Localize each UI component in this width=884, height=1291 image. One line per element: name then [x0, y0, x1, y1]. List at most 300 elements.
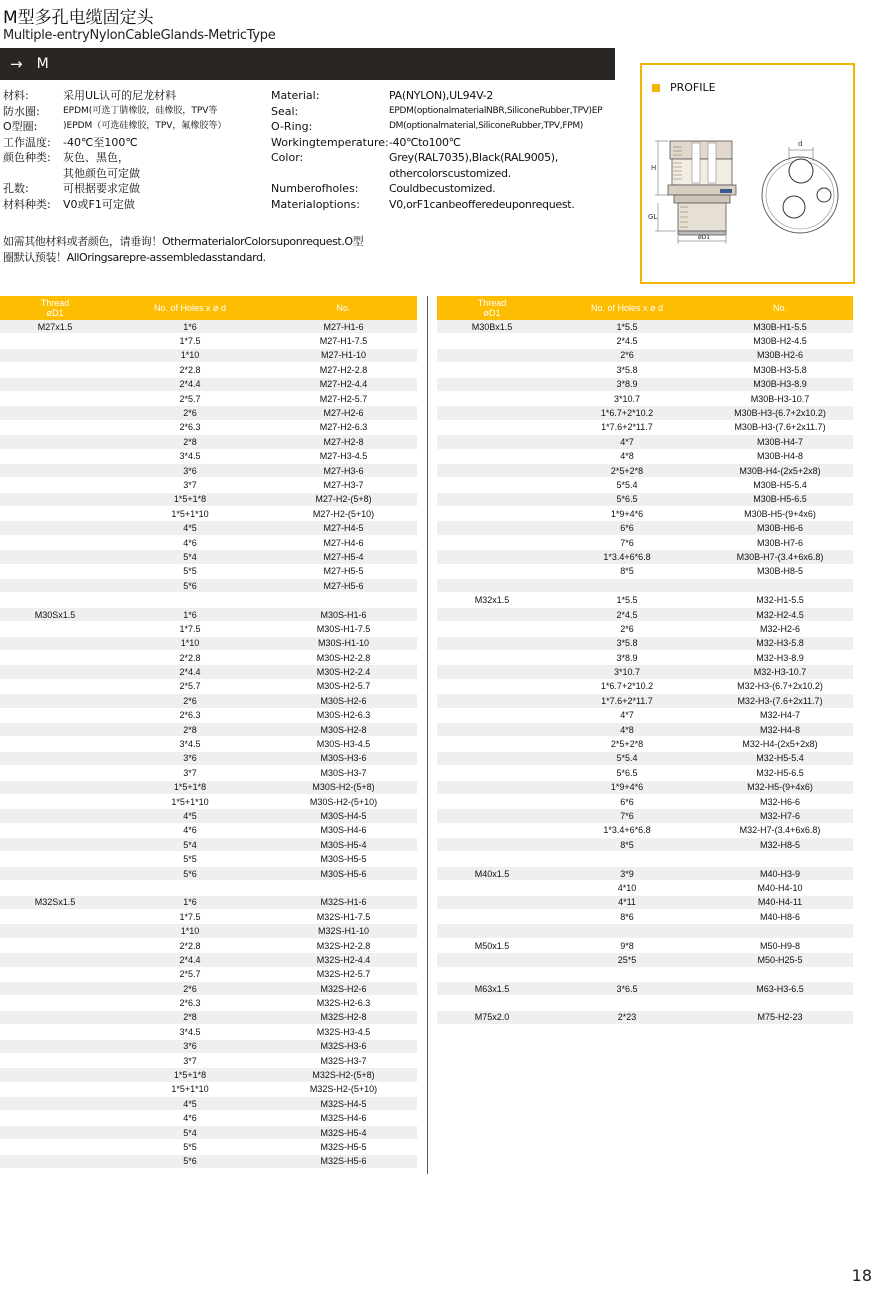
note-text [3, 234, 403, 266]
table-row [437, 809, 853, 823]
cell-no: M30B-H5-5.4 [753, 480, 807, 490]
table-row [0, 450, 417, 464]
spec-label: 材料: [3, 89, 29, 102]
table-row [437, 349, 853, 363]
table-row [0, 1155, 417, 1169]
spec-value: -40℃至100℃ [63, 135, 138, 149]
table-row [437, 622, 853, 636]
cell-holes: 1*5.5 [616, 595, 638, 606]
cell-thread: M30Bx1.5 [471, 321, 513, 332]
header-holes: No. of Holes x ø d [153, 303, 227, 313]
cell-holes: 3*7 [183, 767, 197, 778]
cell-no: M30S-H3-6 [320, 753, 367, 764]
cell-holes: 25*5 [617, 954, 637, 965]
cell-holes: 1*7.5 [179, 911, 201, 922]
cell-holes: 1*10 [180, 350, 200, 361]
cell-no: M32-H4-8 [759, 724, 800, 735]
cell-no: M27-H5-5 [323, 566, 364, 577]
cell-no: M32-H7-(3.4+6x6.8) [739, 825, 821, 836]
table-row [437, 593, 853, 607]
table-row [437, 968, 853, 982]
cell-holes: 3*9 [620, 868, 634, 879]
cell-no: M30S-H2-5.7 [316, 681, 371, 692]
spec-label: 工作温度: [3, 135, 51, 149]
cell-holes: 1*6 [183, 609, 197, 620]
header-no: No. [772, 303, 787, 313]
cell-no: M30B-H3-(7.6+2x11.7) [734, 422, 826, 433]
header-thread-line2: øD1 [46, 308, 64, 318]
table-row [0, 939, 417, 953]
spec-value: Couldbecustomized. [389, 182, 496, 195]
cell-holes: 2*6 [620, 350, 634, 361]
table-row [0, 996, 417, 1010]
table-row [437, 795, 853, 809]
table-row [437, 996, 853, 1010]
cell-holes: 2*6 [183, 983, 197, 994]
cell-no: M32-H3-(6.7+2x10.2) [737, 681, 823, 692]
header-thread [437, 298, 547, 318]
table-row [0, 824, 417, 838]
table-row [0, 1111, 417, 1125]
table-row [437, 478, 853, 492]
table-row [437, 939, 853, 953]
cell-holes: 3*8.9 [616, 379, 638, 390]
cell-holes: 3*7 [183, 1055, 197, 1066]
cell-no: M32S-H2-(5+8) [312, 1070, 375, 1081]
arrow-right-icon: → [10, 55, 23, 73]
cell-holes: 2*2.8 [179, 364, 201, 375]
cell-holes: 2*4.4 [179, 379, 201, 390]
cell-holes: 5*6 [183, 1156, 197, 1167]
spec-value: 其他颜色可定做 [63, 166, 140, 180]
cell-holes: 2*8 [183, 1012, 197, 1023]
spec-label [3, 166, 63, 182]
cell-holes: 2*2.8 [179, 652, 201, 663]
table-row [0, 723, 417, 737]
table-row [0, 881, 417, 895]
cell-no: M30B-H3-10.7 [750, 393, 810, 404]
cell-holes: 4*6 [183, 1113, 197, 1124]
cell-no: M30S-H2-8 [320, 724, 367, 735]
spec-label [271, 166, 389, 182]
table-row [0, 680, 417, 694]
table-row [0, 737, 417, 751]
cell-holes: 1*7.6+2*11.7 [601, 695, 653, 706]
cell-no: M30B-H4-7 [756, 436, 803, 447]
cell-no: M32S-H2-2.8 [316, 940, 371, 951]
cell-holes: 2*6 [183, 408, 197, 419]
cell-no: M27-H5-6 [323, 580, 364, 591]
spec-en-values [389, 88, 615, 212]
profile-box [640, 63, 855, 284]
table-row [0, 435, 417, 449]
cell-holes: 3*6 [183, 753, 197, 764]
cell-no: M30S-H4-6 [320, 825, 367, 836]
cell-no: M32-H5-(9+4x6) [747, 782, 813, 793]
dim-label-gl: GL [648, 213, 658, 221]
table-row [0, 982, 417, 996]
table-row [0, 709, 417, 723]
cell-holes: 4*5 [183, 1098, 197, 1109]
table-row [0, 521, 417, 535]
spec-label: Workingtemperature: [271, 135, 389, 149]
cell-no: M32-H4-7 [759, 710, 800, 721]
cell-no: M32S-H3-7 [320, 1055, 367, 1066]
cell-no: M63-H3-6.5 [756, 983, 804, 994]
cell-no: M30S-H2-(5+8) [312, 782, 375, 793]
table-row [437, 521, 853, 535]
table-row [437, 550, 853, 564]
table-row [0, 478, 417, 492]
cell-holes: 3*6 [183, 1041, 197, 1052]
cell-no: M30S-H5-6 [320, 868, 367, 879]
cell-no: M30S-H1-10 [317, 638, 370, 649]
cell-holes: 2*5.7 [179, 393, 201, 404]
cell-holes: 5*5.4 [616, 753, 638, 764]
cell-holes: 4*10 [617, 882, 637, 893]
table-row [0, 953, 417, 967]
spec-label: Numberofholes: [271, 182, 359, 195]
cell-holes: 1*3.4+6*6.8 [603, 551, 651, 562]
cell-holes: 2*4.4 [179, 954, 201, 965]
spec-en-labels [271, 88, 389, 212]
table-row [437, 737, 853, 751]
cell-holes: 2*8 [183, 436, 197, 447]
cell-no: M27-H1-6 [323, 321, 364, 332]
table-row [0, 608, 417, 622]
cell-holes: 4*5 [183, 810, 197, 821]
cell-holes: 2*6.3 [179, 710, 201, 721]
cell-no: M32S-H5-5 [320, 1141, 367, 1152]
cell-no: M27-H2-2.8 [319, 364, 368, 375]
table-row [437, 507, 853, 521]
table-row [437, 579, 853, 593]
table-row [0, 924, 417, 938]
table-row [437, 867, 853, 881]
spec-label: 材料种类: [3, 197, 51, 211]
table-row [437, 637, 853, 651]
cell-no: M32S-H4-6 [320, 1113, 367, 1124]
cell-no: M32S-H3-4.5 [316, 1026, 371, 1037]
table-row [0, 1097, 417, 1111]
cell-holes: 1*5+1*10 [171, 1084, 209, 1095]
table-row [0, 752, 417, 766]
cell-no: M32-H5-5.4 [756, 753, 804, 764]
cell-no: M27-H4-6 [323, 537, 364, 548]
table-row [437, 320, 853, 334]
table-row [0, 1068, 417, 1082]
table-body [437, 320, 853, 1025]
table-row [437, 982, 853, 996]
cell-holes: 3*4.5 [179, 739, 201, 750]
cell-no: M40-H4-11 [757, 897, 803, 908]
cell-holes: 2*6.3 [179, 998, 201, 1009]
cell-no: M32-H7-6 [759, 810, 800, 821]
cell-no: M27-H3-7 [323, 480, 364, 490]
cell-holes: 1*6.7+2*10.2 [600, 681, 654, 692]
cell-no: M30B-H5-6.5 [753, 494, 807, 505]
spec-cn-labels [3, 88, 63, 212]
cell-holes: 1*7.6+2*11.7 [601, 422, 653, 433]
cell-holes: 1*9+4*6 [610, 782, 644, 793]
cell-holes: 4*7 [620, 436, 634, 447]
header-thread-line1: Thread [40, 298, 70, 308]
note-line: 圈默认预装！AllOringsarepre-assembledasstandard. [3, 251, 266, 264]
cell-holes: 3*7 [183, 480, 197, 490]
cell-no: M30B-H4-(2x5+2x8) [739, 465, 821, 476]
cell-no: M30S-H2-2.4 [316, 667, 371, 678]
section-label: M [36, 56, 49, 72]
cell-holes: 3*6 [183, 465, 197, 476]
cell-holes: 1*7.5 [179, 623, 201, 634]
cell-no: M32-H2-6 [759, 623, 800, 634]
cell-holes: 6*6 [620, 796, 634, 807]
cell-no: M32S-H1-7.5 [316, 911, 371, 922]
table-row [0, 968, 417, 982]
cell-no: M50-H9-8 [759, 940, 800, 951]
table-row [0, 651, 417, 665]
table-row [437, 723, 853, 737]
cell-holes: 3*5.8 [616, 638, 638, 649]
cell-holes: 8*6 [620, 911, 634, 922]
table-row [437, 493, 853, 507]
table-row [0, 637, 417, 651]
cell-no: M27-H2-6.3 [319, 422, 368, 433]
spec-label: 防水圈: [3, 104, 40, 118]
cell-holes: 2*6.3 [179, 422, 201, 433]
table-row [437, 464, 853, 478]
cell-no: M32-H3-(7.6+2x11.7) [737, 695, 823, 706]
cell-no: M30B-H7-6 [756, 537, 803, 548]
cell-no: M40-H3-9 [759, 868, 800, 879]
table-row [0, 896, 417, 910]
header-thread [0, 298, 110, 318]
table-row [437, 896, 853, 910]
table-row [437, 781, 853, 795]
cell-no: M32S-H5-4 [320, 1127, 367, 1138]
cell-holes: 5*6 [183, 580, 197, 591]
cell-holes: 5*5 [183, 854, 197, 865]
cell-no: M32-H3-5.8 [756, 638, 804, 649]
cell-no: M32S-H2-6 [320, 983, 367, 994]
spec-label: O型圈: [3, 120, 38, 133]
cell-no: M32S-H1-10 [317, 926, 370, 937]
table-header [437, 296, 853, 320]
cell-holes: 5*4 [183, 1127, 197, 1138]
spec-label: Materialoptions: [271, 197, 360, 211]
cell-no: M30S-H2-6.3 [316, 710, 371, 721]
spec-value: V0或F1可定做 [63, 197, 135, 211]
column-divider [427, 296, 428, 1174]
cell-no: M32-H5-6.5 [756, 767, 804, 778]
cell-no: M32S-H5-6 [320, 1156, 367, 1167]
cell-holes: 2*23 [617, 1012, 637, 1023]
cell-no: M27-H4-5 [323, 523, 364, 534]
cell-holes: 5*5 [183, 1141, 197, 1152]
table-row [0, 334, 417, 348]
cell-holes: 2*6 [183, 695, 197, 706]
profile-title [652, 81, 716, 94]
table-row [0, 493, 417, 507]
spec-cn-values [63, 88, 268, 212]
cell-no: M32-H8-5 [759, 839, 800, 850]
cell-no: M27-H2-8 [323, 436, 364, 447]
cell-holes: 1*5+1*10 [171, 796, 209, 807]
cell-holes: 3*4.5 [179, 451, 201, 462]
cell-holes: 2*8 [183, 724, 197, 735]
cell-holes: 6*6 [620, 523, 634, 534]
cell-thread: M27x1.5 [37, 321, 73, 332]
cell-no: M30B-H2-4.5 [753, 336, 807, 347]
table-row [437, 752, 853, 766]
cell-no: M30B-H4-8 [756, 451, 803, 462]
table-row [437, 421, 853, 435]
table-row [0, 795, 417, 809]
cell-no: M32-H4-(2x5+2x8) [742, 739, 818, 750]
cell-holes: 2*4.4 [179, 667, 201, 678]
table-row [0, 507, 417, 521]
cell-holes: 9*8 [620, 940, 634, 951]
cell-no: M32-H6-6 [759, 796, 800, 807]
table-body [0, 320, 417, 1169]
cell-no: M32S-H2-(5+10) [309, 1084, 378, 1095]
cell-holes: 3*5.8 [616, 364, 638, 375]
spec-value: 可根据要求定做 [63, 182, 140, 195]
cell-no: M27-H1-10 [320, 350, 367, 361]
table-row [437, 680, 853, 694]
cell-no: M40-H8-6 [759, 911, 800, 922]
cell-no: M30S-H5-4 [320, 839, 367, 850]
cell-holes: 5*5.4 [616, 480, 638, 490]
table-row [437, 392, 853, 406]
table-row [437, 709, 853, 723]
cell-no: M30B-H3-5.8 [753, 364, 807, 375]
cell-no: M32S-H3-6 [320, 1041, 367, 1052]
cell-no: M30S-H3-4.5 [316, 739, 371, 750]
table-row [0, 536, 417, 550]
cell-holes: 3*8.9 [616, 652, 638, 663]
table-row [0, 1054, 417, 1068]
cell-no: M32-H1-5.5 [756, 595, 804, 606]
table-row [0, 867, 417, 881]
spec-value: PA(NYLON),UL94V-2 [389, 89, 494, 102]
header-thread-line1: Thread [477, 298, 507, 308]
header-thread-line2: øD1 [483, 308, 501, 318]
table-row [0, 766, 417, 780]
spec-value: othercolorscustomized. [389, 166, 511, 180]
table-row [437, 953, 853, 967]
cell-holes: 7*6 [620, 537, 634, 548]
cell-holes: 1*9+4*6 [610, 508, 644, 519]
cell-no: M32S-H1-6 [320, 897, 367, 908]
table-row [0, 565, 417, 579]
spec-value: 采用UL认可的尼龙材料 [63, 89, 177, 102]
cell-thread: M40x1.5 [474, 868, 510, 879]
cell-holes: 1*6 [183, 321, 197, 332]
table-row [0, 838, 417, 852]
dim-label-d1: øD1 [698, 234, 711, 241]
table-row [437, 334, 853, 348]
cell-no: M32-H3-10.7 [753, 667, 807, 678]
table-row [437, 565, 853, 579]
cell-no: M27-H5-4 [323, 551, 364, 562]
table-row [437, 363, 853, 377]
cell-holes: 4*5 [183, 523, 197, 534]
profile-title-text: PROFILE [670, 81, 716, 94]
spec-label: 孔数: [3, 182, 29, 195]
table-row [0, 694, 417, 708]
cell-holes: 4*7 [620, 710, 634, 721]
square-bullet-icon [652, 84, 660, 92]
table-row [437, 378, 853, 392]
cell-holes: 5*6.5 [616, 494, 638, 505]
cell-no: M30B-H5-(9+4x6) [744, 508, 816, 519]
spec-value: Grey(RAL7035),Black(RAL9005), [389, 151, 558, 164]
spec-value: 灰色、黑色， [63, 151, 129, 164]
cell-no: M30S-H4-5 [320, 810, 367, 821]
table-row [437, 651, 853, 665]
cell-no: M50-H25-5 [757, 954, 803, 965]
cell-no: M30B-H3-8.9 [753, 379, 807, 390]
cell-no: M30S-H1-6 [320, 609, 367, 620]
table-row [0, 852, 417, 866]
cell-holes: 2*5+2*8 [610, 739, 644, 750]
cell-holes: 1*5.5 [616, 321, 638, 332]
cell-holes: 8*5 [620, 566, 634, 577]
cell-no: M32S-H2-5.7 [316, 969, 371, 980]
table-row [0, 665, 417, 679]
cell-no: M30B-H6-6 [756, 523, 803, 534]
page-number: 18 [851, 1266, 872, 1285]
cable-gland-drawing [648, 127, 848, 257]
cell-no: M27-H2-5.7 [319, 393, 368, 404]
cell-no: M30S-H2-(5+10) [309, 796, 378, 807]
cell-no: M30S-H2-2.8 [316, 652, 371, 663]
table-row [437, 536, 853, 550]
holes-table-left [0, 296, 417, 1169]
table-row [0, 1011, 417, 1025]
table-row [437, 881, 853, 895]
cell-thread: M63x1.5 [474, 983, 510, 994]
cell-no: M30S-H3-7 [320, 767, 367, 778]
cell-holes: 2*4.5 [616, 609, 638, 620]
cell-holes: 1*5+1*10 [171, 508, 209, 519]
cell-holes: 4*6 [183, 825, 197, 836]
cell-no: M30S-H2-6 [320, 695, 367, 706]
cell-holes: 1*7.5 [179, 336, 201, 347]
cell-no: M27-H2-4.4 [319, 379, 368, 390]
table-row [437, 1011, 853, 1025]
cell-holes: 1*6 [183, 897, 197, 908]
cell-thread: M32x1.5 [474, 595, 510, 606]
cell-no: M30B-H2-6 [756, 350, 803, 361]
cell-holes: 3*4.5 [179, 1026, 201, 1037]
header-holes: No. of Holes x ø d [590, 303, 664, 313]
cell-holes: 2*5+2*8 [610, 465, 644, 476]
cell-thread: M50x1.5 [474, 940, 510, 951]
cell-holes: 1*6.7+2*10.2 [600, 408, 654, 419]
section-banner [0, 48, 615, 80]
cell-no: M32S-H2-6.3 [316, 998, 371, 1009]
cell-holes: 4*11 [618, 897, 636, 908]
holes-table-right [437, 296, 853, 1025]
spec-value: EPDM(optionalmaterialNBR,SiliconeRubber,TPV)EP [389, 105, 603, 116]
cell-holes: 2*4.5 [616, 336, 638, 347]
dim-label-d: d [798, 140, 803, 148]
cell-no: M30S-H1-7.5 [316, 623, 371, 634]
cell-holes: 5*6 [183, 868, 197, 879]
cell-no: M27-H1-7.5 [319, 336, 368, 347]
